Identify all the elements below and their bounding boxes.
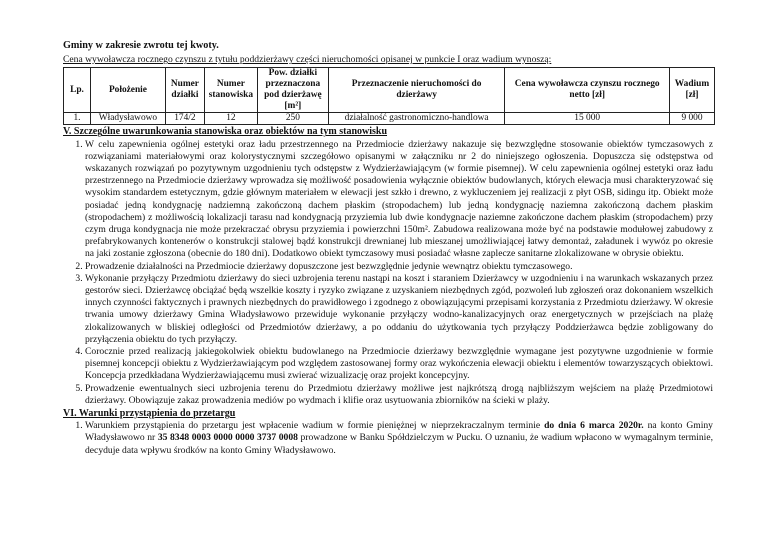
col-polozenie: Położenie xyxy=(90,68,165,113)
list-item: 1. W celu zapewnienia ogólnej estetyki oraz ładu przestrzennego na Przedmiocie dzierżawy nakazuje się bezwzględne stosowanie obiektów tymczasowych z rozwiązaniami materiałowymi oraz kolorystycznymi szczegółowo opisanymi w załączniku nr 2 do niniejszego ogłoszenia. Dopuszcza się odstępstwa od wskazanych rozwiązań po pozytywnym uzgodnieniu tych odstępstw z Wydzierżawiającym (w formie pisemnej). W celu zapewnienia ogólnej estetyki oraz ładu przestrzennego na Przedmiocie dzierżawy wprowadza się możliwość posadowienia wyłącznie obiektów budowlanych, których elewacja musi charakteryzować się wysokim standardem estetycznym, gdzie głównym materiałem w elewacji jest szkło i drewno, z wykluczeniem jej realizacji z płyt OSB, sidingu itp. Obiekt może posiadać jedną kondygnację nadziemną zakończoną dachem płaskim (stropodachem) lub jedną kondygnację naziemna zakończoną dachem płaskim (stropodachem) z możliwością lokalizacji tarasu nad kondygnacją przyziemia lub dwie kondygnacje naziemne zakończone dachem płaskim (stropodachem) przy czym druga kondygnacja nie może przekraczać obrysu przyziemia i powierzchni 150m². Zabudowa realizowana może być na podstawie modułowej zabudowy z prefabrykowanych kontenerów o konstrukcji stalowej bądź konstrukcji drewnianej lub mieszanej umożliwiającej łatwy demontaż, załadunek i wywóz po okresie na jaki zostanie zgłoszona (obecnie do 180 dni). Dodatkowo obiekt tymczasowy musi posiadać własne zaplecze sanitarne zlokalizowane w obrysie obiektu. xyxy=(85,139,713,261)
col-numer-stanowiska: Numer stanowiska xyxy=(204,68,257,113)
deposit-text-3: prowadzone w Banku Spółdzielczym w Pucku. O uznaniu, że wadium wpłacono w wymagalnym terminie, decyduje data wpływu środków na konto Gminy Władysławowo. xyxy=(85,432,713,456)
heading: Gminy w zakresie zwrotu tej kwoty. xyxy=(63,40,219,51)
cell-lp: 1. xyxy=(64,113,91,125)
section-5-title: V. Szczególne uwarunkowania stanowiska oraz obiektów na tym stanowisku xyxy=(63,126,388,138)
deposit-text-1: Warunkiem przystąpienia do przetargu jest wpłacenie wadium w formie pieniężnej w nieprzekraczalnym terminie xyxy=(85,420,545,432)
list-item: 4. Corocznie przed realizacją jakiegokolwiek obiektu budowlanego na Przedmiocie dzierżawy bezwzględnie wymagane jest pozytywne uzgodnienie w formie pisemnej koncepcji obiektu z Wydzierżawiającym pod względem zastosowanej formy oraz wykończenia elewacji obiektu i elementów towarzyszących obiektowi. Koncepcja przedkładana Wydzierżawiającemu musi zwierać wizualizację oraz projekt koncepcyjny. xyxy=(85,346,713,383)
deposit-deadline: do dnia 6 marca 2020r. xyxy=(544,420,644,432)
list-item: 5. Prowadzenie ewentualnych sieci uzbrojenia terenu do Przedmiotu dzierżawy możliwe jest najkrótszą drogą najbliższym wejściem na plażę Przedmiotowi dzierżawy. Obowiązuje zakaz prowadzenia mediów po wydmach i klifie oraz usytuowania zbiorników na ścieki w plaży. xyxy=(85,383,713,407)
list-item: 3. Wykonanie przyłączy Przedmiotu dzierżawy do sieci uzbrojenia terenu nastąpi na koszt i staraniem Dzierżawcy w uzgodnieniu i na warunkach wskazanych przez gestorów sieci. Dzierżawcę obciążać będą wszelkie koszty i ryzyko związane z uzyskaniem niezbędnych zgód, pozwoleń lub zgłoszeń oraz dokonaniem wszelkich innych czynności faktycznych i prawnych niezbędnych do prawidłowego i zgodnego z obowiązującymi przepisami korzystania z Przedmiotu dzierżawy. W okresie trwania umowy dzierżawy Gmina Władysławowo przewiduje wykonanie przyłączy wodno-kanalizacyjnych oraz energetycznych w przejściach na plażę zlokalizowanych w bliskiej odległości od Przedmiotów dzierżawy, a po oddaniu do użytkowania tych przyłączy Poddzierżawca będzie zobligowany do przyłączenia obiektu do tych przyłączy. xyxy=(85,273,713,346)
col-wadium: Wadium [zł] xyxy=(669,68,714,113)
col-cena: Cena wywoławcza czynszu rocznego netto [zł] xyxy=(505,68,670,113)
col-powierzchnia: Pow. działki przeznaczona pod dzierżawę [m²] xyxy=(257,68,328,113)
col-przeznaczenie: Przeznaczenie nieruchomości do dzierżawy xyxy=(328,68,505,113)
section-6-title: VI. Warunki przystąpienia do przetargu xyxy=(63,408,236,420)
table-row xyxy=(64,113,715,125)
col-numer-dzialki: Numer działki xyxy=(165,68,204,113)
section-5-list xyxy=(63,139,713,407)
cell-stanowisko: 12 xyxy=(204,113,257,125)
cell-powierzchnia: 250 xyxy=(257,113,328,125)
intro-text: Cena wywoławcza rocznego czynszu z tytułu poddzierżawy części nieruchomości opisanej w punkcie I oraz wadium wynoszą: xyxy=(63,54,552,66)
cell-wadium: 9 000 xyxy=(669,113,714,125)
list-item: 2. Prowadzenie działalności na Przedmiocie dzierżawy dopuszczone jest bezwzględnie jedynie wewnątrz obiektu tymczasowego. xyxy=(85,261,713,273)
list-item xyxy=(85,420,713,457)
document-page xyxy=(63,40,713,457)
section-6-list xyxy=(63,420,713,457)
cell-przeznaczenie: działalność gastronomiczno-handlowa xyxy=(328,113,505,125)
pricing-table xyxy=(63,67,715,125)
bank-account-number: 35 8348 0003 0000 0000 3737 0008 xyxy=(157,432,298,444)
deposit-text-2: na konto Gminy Władysławowo nr xyxy=(85,420,713,444)
cell-cena: 15 000 xyxy=(505,113,670,125)
table-header-row xyxy=(64,68,715,113)
col-lp: Lp. xyxy=(64,68,91,113)
cell-polozenie: Władysławowo xyxy=(90,113,165,125)
cell-dzialka: 174/2 xyxy=(165,113,204,125)
